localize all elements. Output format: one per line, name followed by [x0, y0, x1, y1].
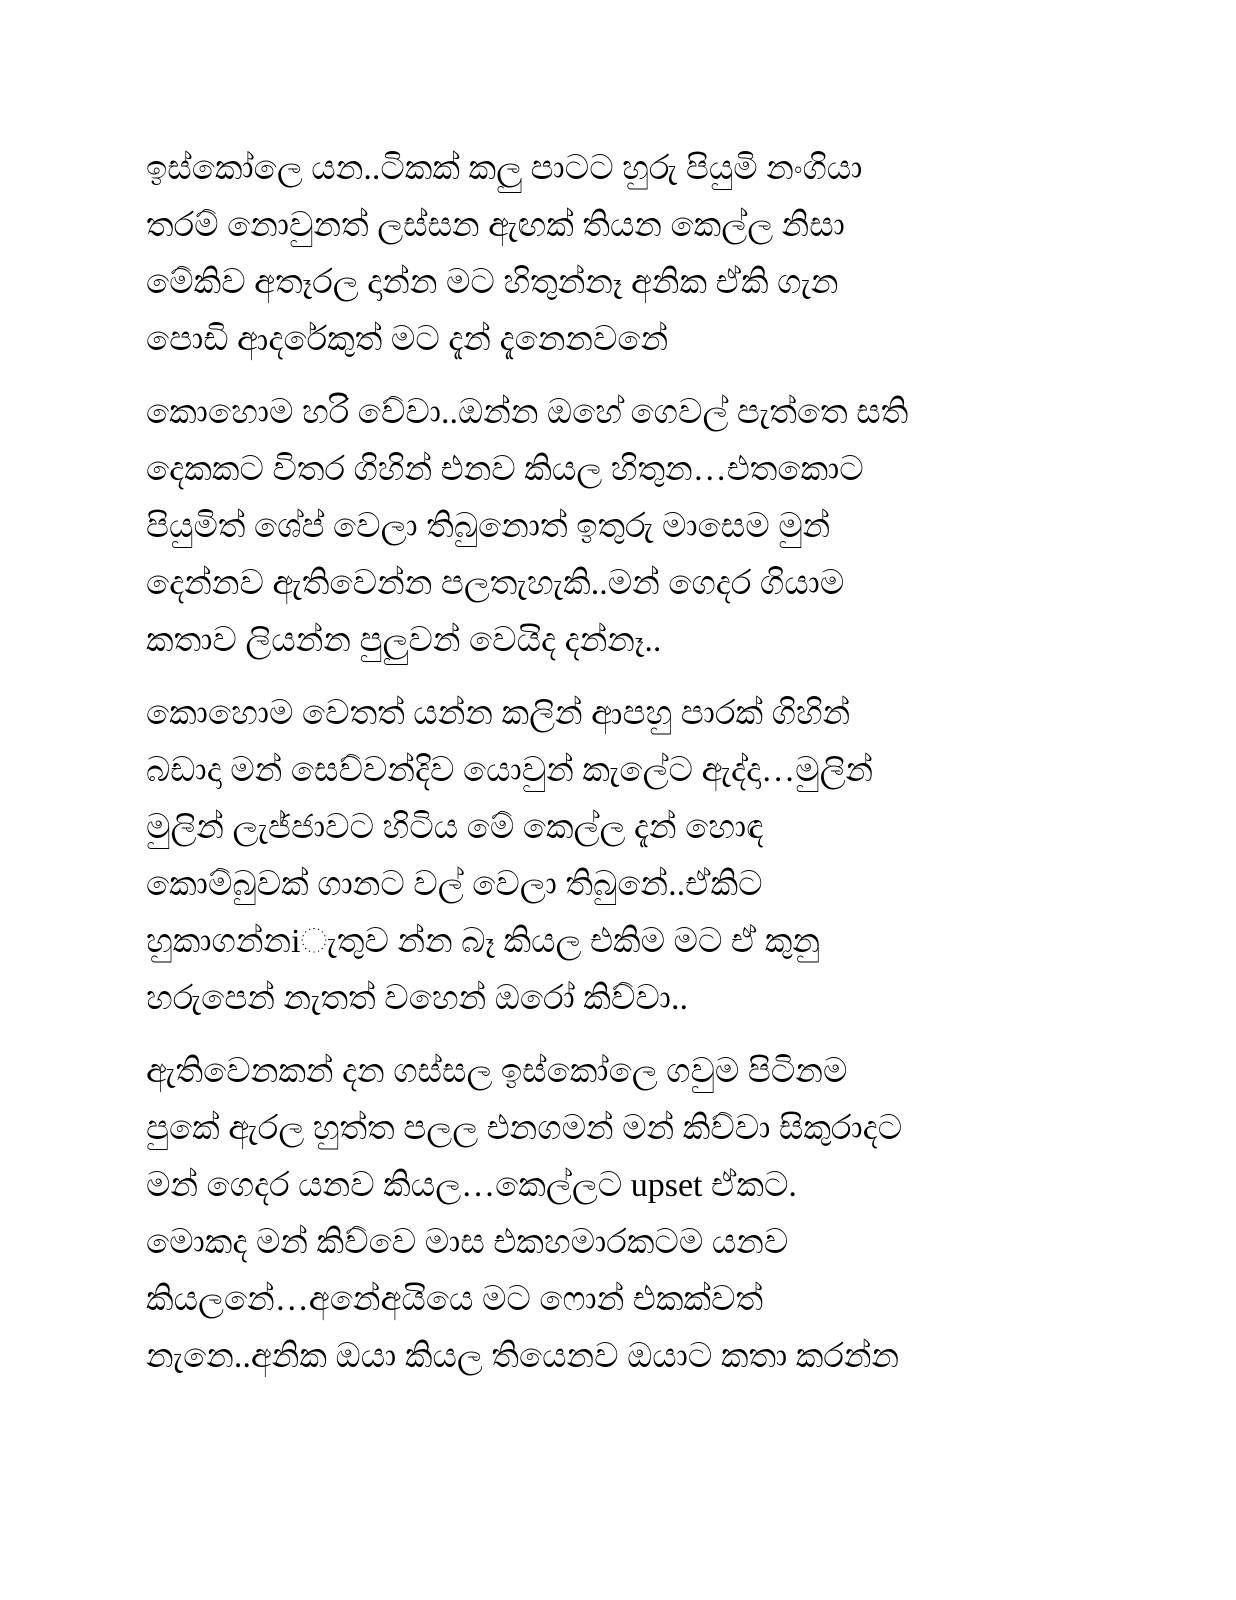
text-line: පියුමිත් ශේප් වෙලා තිබුනොත් ඉතුරු මාසෙම මුන්: [146, 508, 831, 545]
text-line: දෙකකට විතර ගිහින් එනව කියල හිතුන…එතකොට: [146, 451, 864, 488]
text-line: කොම්බුවක් ගානට වල් වෙලා තිබුනේ..ඒකිට: [146, 866, 763, 903]
text-line: මුලින් ලැජ්ජාවට හිටිය මේ කෙල්ල දැන් හොඳ: [146, 809, 764, 846]
story-text: [146, 140, 1146, 1401]
text-line: දෙන්නව ඇතිවෙන්න පලතැහැකි..මන් ගෙදර ගියාම: [146, 565, 845, 602]
text-line: තරම් නොවුනත් ලස්සන ඇඟක් තියන කෙල්ල නිසා: [146, 207, 845, 244]
text-line: කතාව ලියන්න පුලුවන් වෙයිද දන්නෑ..: [146, 622, 662, 659]
text-line: මන් ගෙදර යනව කියල…කෙල්ලට upset ඒකට.: [146, 1167, 797, 1204]
paragraph-2: [146, 384, 1146, 669]
text-line: කොහොම වෙතත් යන්න කලින් ආපහු පාරක් ගිහින්: [146, 695, 851, 732]
paragraph-4: [146, 1043, 1146, 1385]
text-line: හුකාගන්නiැතුව න්න බෑ කියල එකිම මට ඒ කුනු: [146, 923, 821, 960]
text-line: මේකිව අතෑරල දාන්න මට හිතුන්නෑ අනික ඒකි ගැන: [146, 264, 839, 301]
text-line: ඉස්කෝලෙ යන..ටිකක් කලු පාටට හුරු පියුමි නංගියා: [146, 150, 863, 187]
paragraph-3: [146, 685, 1146, 1027]
text-line: මොකද මන් කිව්වෙ මාස එකහමාරකටම යනව: [146, 1224, 789, 1261]
text-line: පොඩි ආදරේකුත් මට දැන් දැනෙනවනේ: [146, 321, 669, 358]
paragraph-1: [146, 140, 1146, 368]
text-line: හරුපෙන් නැතත් වහෙන් ඔරෝ කිව්වා..: [146, 980, 688, 1017]
text-line: ඇතිවෙනකන් දන ගස්සල ඉස්කෝලෙ ගවුම පිටිනම: [146, 1053, 848, 1090]
text-line: කියලනේ…අනේඅයියෙ මට ෆොන් එකක්වත්: [146, 1281, 764, 1318]
text-line: පුකේ ඇරල හුත්ත පලල එනගමන් මන් කිව්වා සිකුරාදට: [146, 1110, 903, 1147]
text-line: බඩාදා මන් සෙව්වන්දිව යොවුන් කැලේට ඇද්දා…මුලින්: [146, 752, 874, 789]
text-line: නැනෙ..අනික ඔයා කියල තියෙනව ඔයාට කතා කරන්න: [146, 1338, 900, 1375]
text-line: කොහොම හරි වේවා..ඔන්න ඔහේ ගෙවල් පැත්තෙ සති: [146, 394, 909, 431]
